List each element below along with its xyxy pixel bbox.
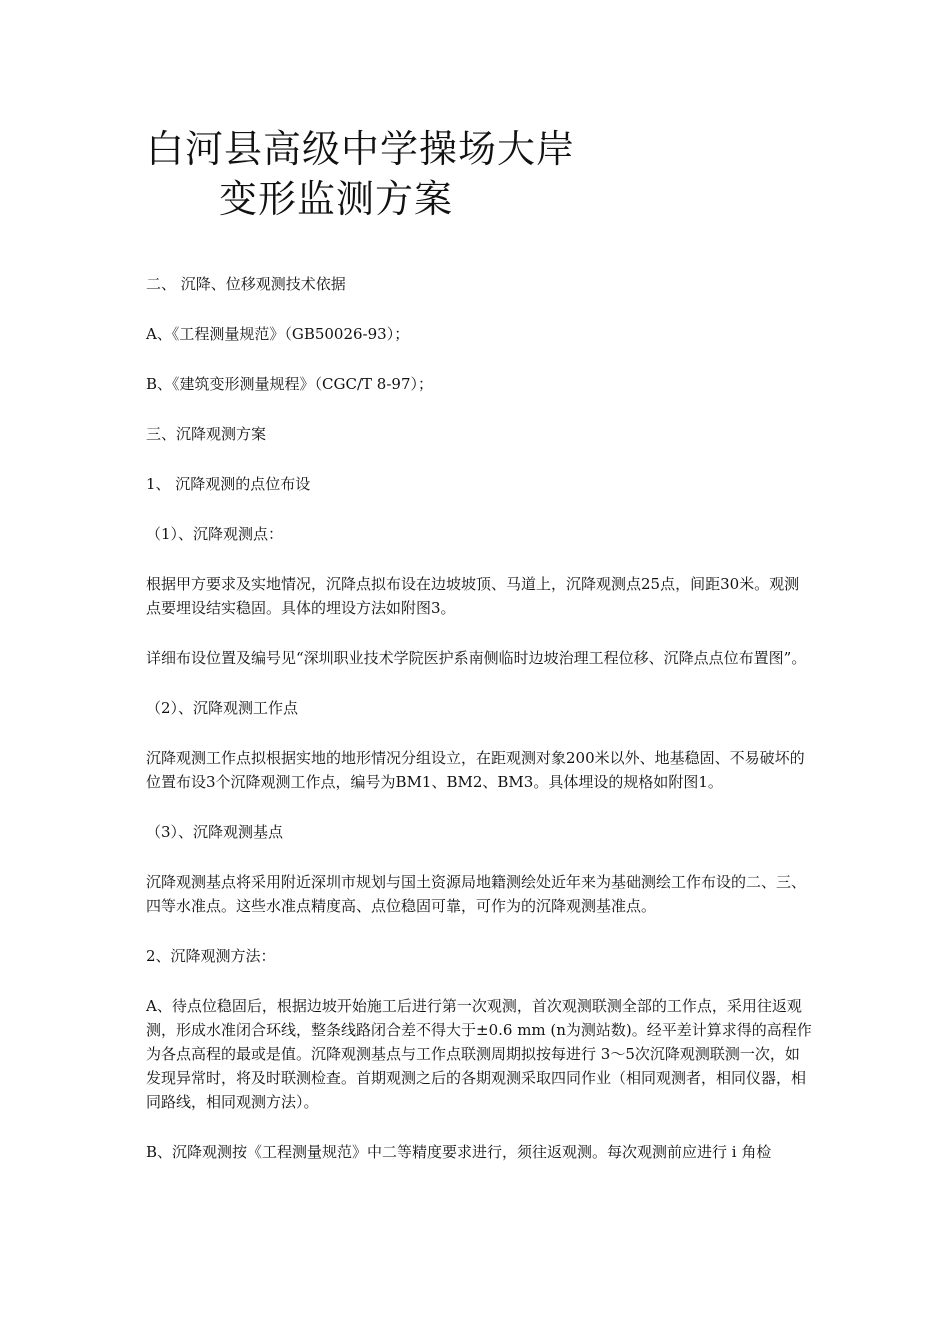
section-heading-3: 三、沉降观测方案 <box>146 425 267 443</box>
item-heading-2: （2）、沉降观测工作点 <box>146 699 299 717</box>
paragraph-observation-points: 根据甲方要求及实地情况，沉降点拟布设在边坡坡顶、马道上，沉降观测点25点，间距30米。观测点要埋设结实稳固。具体的埋设方法如附图3。 <box>146 575 800 617</box>
document-title-line-2: 变形监测方案 <box>219 177 454 221</box>
document-body <box>146 272 814 1164</box>
reference-a: A、《工程测量规范》（GB50026-93）； <box>146 325 410 343</box>
item-heading-1: （1）、沉降观测点： <box>146 525 284 543</box>
item-heading-3: （3）、沉降观测基点 <box>146 823 284 841</box>
subsection-heading-1: 1、 沉降观测的点位布设 <box>146 475 311 493</box>
paragraph-method-b: B、沉降观测按《工程测量规范》中二等精度要求进行，须往返观测。每次观测前应进行 i 角检 <box>146 1143 772 1161</box>
paragraph-layout-reference: 详细布设位置及编号见“深圳职业技术学院医护系南侧临时边坡治理工程位移、沉降点点位布置图”。 <box>146 649 807 667</box>
paragraph-method-a: A、待点位稳固后，根据边坡开始施工后进行第一次观测，首次观测联测全部的工作点，采用往返观测，形成水准闭合环线，整条线路闭合差不得大于±0.6 mm (n为测站数)。经平差计算求得的高程作为各点高程的最或是值。沉降观测基点与工作点联测周期拟按每进行 3～5次沉降观测联测一次，如发现异常时，将及时联测检查。首期观测之后的各期观测采取四同作业（相同观测者，相同仪器，相同路线，相同观测方法）。 <box>146 997 812 1111</box>
paragraph-work-points: 沉降观测工作点拟根据实地的地形情况分组设立，在距观测对象200米以外、地基稳固、不易破坏的位置布设3个沉降观测工作点，编号为BM1、BM2、BM3。具体埋设的规格如附图1。 <box>146 749 805 791</box>
subsection-heading-2: 2、沉降观测方法： <box>146 947 276 965</box>
section-heading-2: 二、 沉降、位移观测技术依据 <box>146 275 346 293</box>
document-title-line-1: 白河县高级中学操场大岸 <box>146 127 576 171</box>
paragraph-base-points: 沉降观测基点将采用附近深圳市规划与国土资源局地籍测绘处近年来为基础测绘工作布设的二、三、四等水准点。这些水准点精度高、点位稳固可靠，可作为的沉降观测基准点。 <box>146 873 807 915</box>
reference-b: B、《建筑变形测量规程》（CGC/T 8-97）； <box>146 375 433 393</box>
